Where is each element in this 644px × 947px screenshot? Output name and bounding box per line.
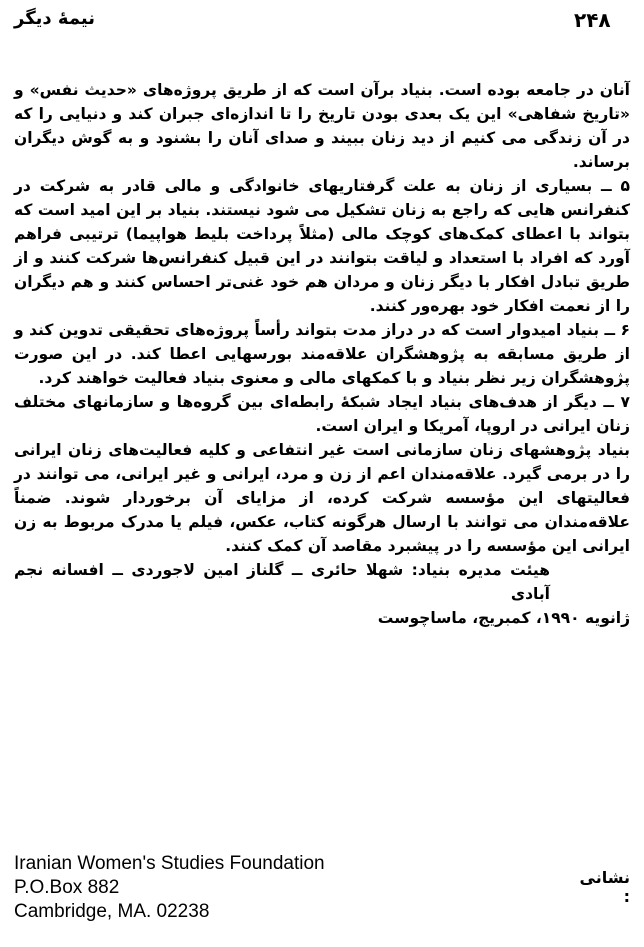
item-6-paragraph (14, 318, 630, 390)
item-6-text: بنیاد امیدوار است که در دراز مدت بتواند رأساً پروژه‌های تحقیقی تدوین کند و از طریق مسابقه به پژوهشگران علاقه‌مند بورسهایی اعطا کند. در این صورت پژوهشگران زیر نظر بنیاد و با کمکهای مالی و معنوی بنیاد فعالیت خواهند کرد. (14, 321, 630, 387)
item-7-text: دیگر از هدف‌های بنیاد ایجاد شبکهٔ رابطه‌ای بین گروه‌ها و سازمانهای مختلف زنان ایرانی در اروپا، آمریکا و ایران است. (14, 393, 630, 435)
board-of-directors-line: هیئت مدیره بنیاد: شهلا حائری ــ گلناز امین لاجوردی ــ افسانه نجم آبادی (14, 561, 550, 603)
item-7-number: ۷ ــ (603, 393, 630, 411)
closing-paragraph: بنیاد پژوهشهای زنان سازمانی است غیر انتفاعی و کلیه فعالیت‌های زنان ایرانی را در برمی گیرد. علاقه‌مندان اعم از زن و مرد، ایرانی و غیر ایرانی، می توانند در فعالیتهای این مؤسسه شرکت کرده، از مزایای آن برخوردار شوند. ضمناً علاقه‌مندان می توانند با ارسال هرگونه کتاب، عکس، فیلم یا مدرک مربوط به زن ایرانی این مؤسسه را در پیشبرد مقاصد آن کمک کنند. (14, 441, 630, 555)
address-line-city: Cambridge, MA. 02238 (14, 901, 210, 922)
address-line-organization: Iranian Women's Studies Foundation (14, 853, 325, 874)
body-text (14, 78, 630, 630)
running-title: نیمهٔ دیگر (14, 8, 96, 29)
item-5-paragraph (14, 174, 630, 318)
intro-paragraph: آنان در جامعه بوده است. بنیاد برآن است که از طریق پروژه‌های «حدیث نفس» و «تاریخ شفاهی» این یک بعدی بودن تاریخ را تا اندازه‌ای جبران کند و دنیایی را که در آن زندگی می کنیم از دید زنان ببیند و صدای آنان را بشنود و به گوش دیگران برساند. (14, 81, 630, 171)
item-6-number: ۶ ــ (604, 321, 630, 339)
item-5-text: بسیاری از زنان به علت گرفتاریهای خانوادگی و مالی قادر به شرکت در کنفرانس هایی که راجع به زنان تشکیل می شود نیستند. بنیاد بر این امید است که بتواند با اعطای کمک‌های کوچک مالی (مثلاً پرداخت بلیط هواپیما) ترتیبی فراهم آورد که افراد با استعداد و لیاقت بتوانند در این قبیل کنفرانس‌ها شرکت کنند و از طریق تبادل افکار با دیگر زنان و مردان هم خود غنی‌تر احساس کنند و هم دیگران را از نعمت افکار خود بهره‌ور کنند. (14, 177, 630, 315)
page-number: ۲۴۸ (574, 8, 611, 32)
address-label: نشانی : (579, 868, 630, 906)
item-7-paragraph (14, 390, 630, 438)
mailing-address (14, 852, 394, 924)
item-5-number: ۵ ــ (601, 177, 630, 195)
address-line-po-box: P.O.Box 882 (14, 877, 120, 898)
date-location-line: ژانویه ۱۹۹۰، کمبریج، ماساچوست (377, 609, 630, 627)
